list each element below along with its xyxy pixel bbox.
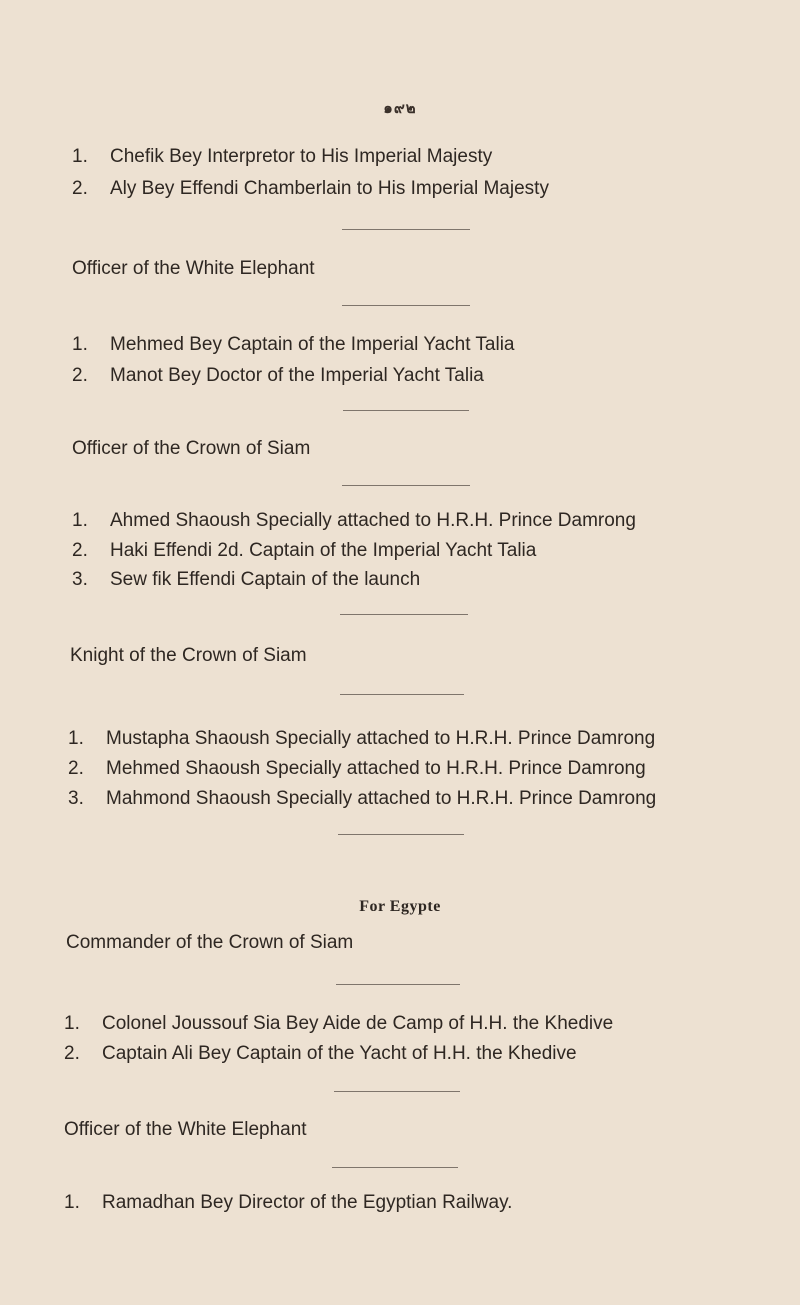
item-number: 1. [68, 728, 84, 749]
section-heading: Officer of the Crown of Siam [72, 438, 311, 459]
item-text: Mustapha Shaoush Specially attached to H.R.H. Prince Damrong [106, 728, 656, 749]
item-number: 2. [72, 365, 88, 386]
item-number: 1. [64, 1192, 80, 1213]
item-text: Captain Ali Bey Captain of the Yacht of H.H. the Khedive [102, 1043, 577, 1064]
item-number: 1. [72, 146, 88, 167]
section-heading: Knight of the Crown of Siam [70, 645, 307, 666]
item-number: 1. [72, 334, 88, 355]
divider-rule [340, 614, 468, 615]
item-text: Mahmond Shaoush Specially attached to H.R.H. Prince Damrong [106, 788, 657, 809]
divider-rule [342, 485, 470, 486]
item-text: Mehmed Shaoush Specially attached to H.R.H. Prince Damrong [106, 758, 646, 779]
item-number: 3. [68, 788, 84, 809]
item-number: 2. [68, 758, 84, 779]
item-text: Manot Bey Doctor of the Imperial Yacht Talia [110, 365, 484, 386]
item-number: 2. [72, 540, 88, 561]
item-number: 2. [64, 1043, 80, 1064]
item-text: Aly Bey Effendi Chamberlain to His Imperial Majesty [110, 178, 549, 199]
country-heading: For Egypte [359, 898, 441, 915]
divider-rule [342, 305, 470, 306]
page-number: ๑๙๒ [383, 101, 417, 117]
item-number: 1. [72, 510, 88, 531]
section-heading: Officer of the White Elephant [64, 1119, 307, 1140]
divider-rule [334, 1091, 460, 1092]
item-text: Haki Effendi 2d. Captain of the Imperial Yacht Talia [110, 540, 537, 561]
divider-rule [343, 410, 469, 411]
item-number: 3. [72, 569, 88, 590]
item-text: Ahmed Shaoush Specially attached to H.R.H. Prince Damrong [110, 510, 636, 531]
section-heading: Officer of the White Elephant [72, 258, 315, 279]
item-text: Ramadhan Bey Director of the Egyptian Railway. [102, 1192, 513, 1213]
item-text: Mehmed Bey Captain of the Imperial Yacht Talia [110, 334, 515, 355]
divider-rule [336, 984, 460, 985]
divider-rule [338, 834, 464, 835]
divider-rule [332, 1167, 458, 1168]
item-text: Chefik Bey Interpretor to His Imperial Majesty [110, 146, 493, 167]
item-number: 2. [72, 178, 88, 199]
item-text: Sew fik Effendi Captain of the launch [110, 569, 421, 590]
divider-rule [342, 229, 470, 230]
item-number: 1. [64, 1013, 80, 1034]
divider-rule [340, 694, 464, 695]
section-heading: Commander of the Crown of Siam [66, 932, 354, 953]
item-text: Colonel Joussouf Sia Bey Aide de Camp of H.H. the Khedive [102, 1013, 614, 1034]
